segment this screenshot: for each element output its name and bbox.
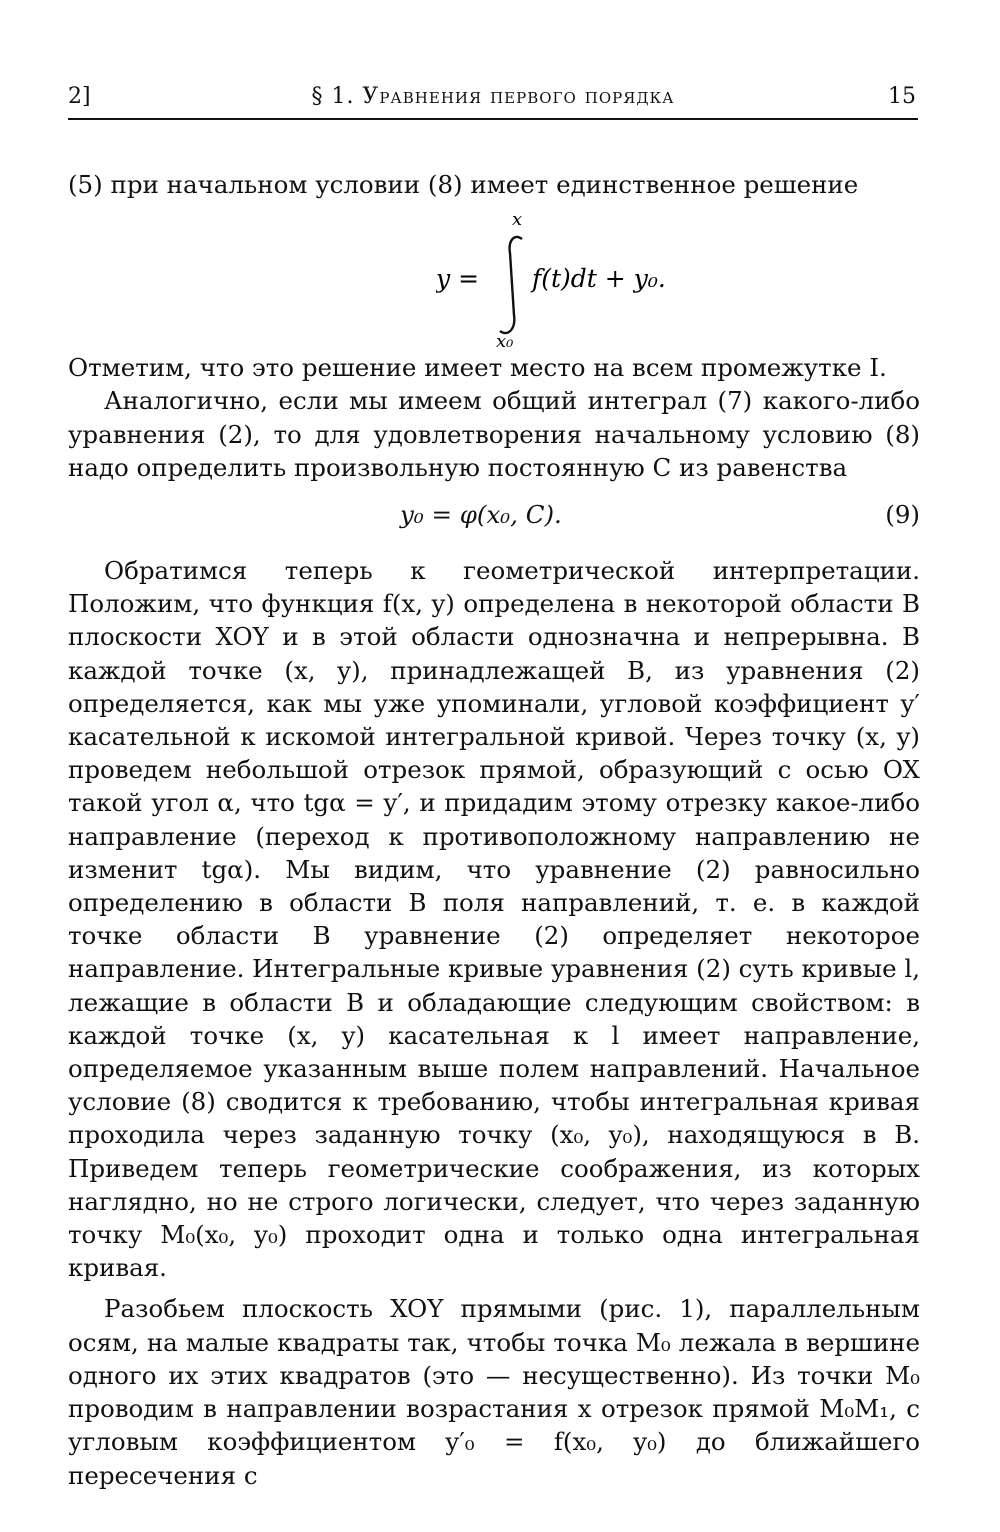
- integrand: f(t)dt + y₀.: [532, 264, 666, 294]
- paragraph-2: Отметим, что это решение имеет место на всем промежутке I.: [68, 353, 887, 383]
- integral-svg: [436, 207, 696, 347]
- page-number: 15: [888, 84, 916, 109]
- paragraph-4: Обратимся теперь к геометрической интерпретации. Положим, что функция f(x, y) определена в некоторой области B плоскости XOY и в этой области однозначна и непрерывна. В каждой точке (x, y), принадлежащей B, из уравнения (2) определяется, как мы уже упоминали, угловой коэффициент y′ касательной к искомой интегральной кривой. Через точку (x, y) проведем небольшой отрезок прямой, образующий с осью OX такой угол α, что tgα = y′, и придадим этому отрезку какое-либо направление (переход к противоположному направлению не изменит tgα). Мы видим, что уравнение (2) равносильно определению в области B поля направлений, т. е. в каждой точке области B уравнение (2) определяет некоторое направление. Интегральные кривые уравнения (2) суть кривые l, лежащие в области B и обладающие следующим свойством: в каждой точке (x, y) касательная к l имеет направление, определяемое указанным выше полем направлений. Начальное условие (8) сводится к требованию, чтобы интегральная кривая проходила через заданную точку (x₀, y₀), находящуюся в B. Приведем теперь геометрические соображения, из которых наглядно, но не строго логически, следует, что через заданную точку M₀(x₀, y₀) проходит одна и только одна интегральная кривая.: [68, 556, 921, 1283]
- page-body: [68, 168, 920, 1492]
- equation-9-number: (9): [885, 500, 920, 530]
- paragraph-1: (5) при начальном условии (8) имеет единственное решение: [68, 170, 859, 199]
- paragraph-5: Разобьем плоскость XOY прямыми (рис. 1), параллельным осям, на малые квадраты так, чтобы точка M₀ лежала в вершине одного их этих квадратов (это — несущественно). Из точки M₀ проводим в направлении возрастания x отрезок прямой M₀M₁, с угловым коэффициентом y′₀ = f(x₀, y₀) до ближайшего пересечения с: [68, 1294, 920, 1490]
- formula-lhs: y =: [436, 264, 480, 294]
- header-section-number: 2]: [68, 84, 91, 109]
- header-title: § 1. Уравнения первого порядка: [311, 84, 675, 109]
- equation-9: [68, 488, 920, 554]
- equation-9-expression: y₀ = φ(x₀, C).: [400, 500, 562, 530]
- lower-limit: x₀: [496, 331, 514, 348]
- integral-formula: [68, 201, 920, 351]
- paragraph-3: Аналогично, если мы имеем общий интеграл (7) какого-либо уравнения (2), то для удовлетворения начальному условию (8) надо определить произвольную постоянную C из равенства: [68, 386, 920, 482]
- integral-sign: [500, 237, 522, 333]
- upper-limit: x: [512, 209, 523, 231]
- header-rule: [68, 118, 918, 120]
- running-header: [68, 80, 918, 120]
